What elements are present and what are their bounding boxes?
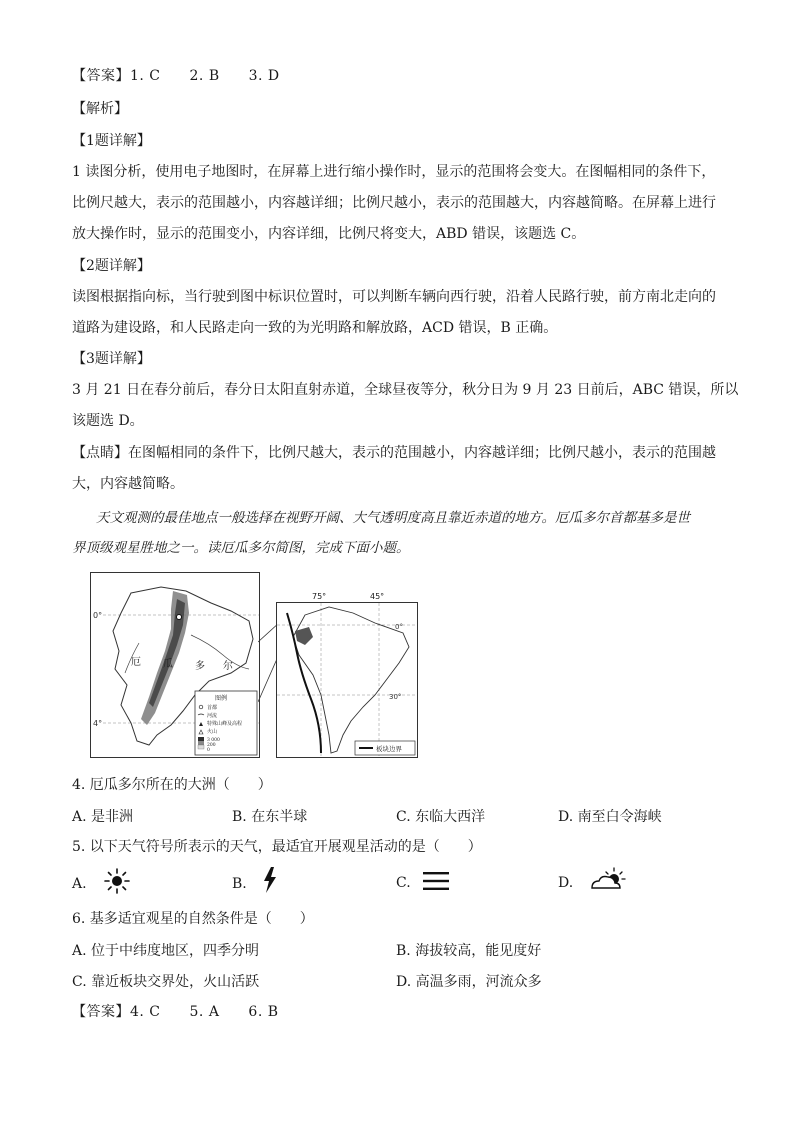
answer-line-2: 【答案】4. C 5. A 6. B <box>72 1004 279 1020</box>
q6-stem: 6. 基多适宜观星的自然条件是（ ） <box>72 911 314 927</box>
capital-marker <box>177 615 182 620</box>
legend-item-volcano: 火山 <box>207 729 218 735</box>
legend-elev-3000: 3 000 <box>207 738 220 743</box>
legend-item-peak: 特殊山峰及高程 <box>207 721 243 727</box>
q5-option-d-label: D. <box>558 875 574 891</box>
legend-item-river: 河流 <box>207 713 218 719</box>
answer-line-1: 【答案】1. C 2. B 3. D <box>72 68 280 84</box>
q5-option-a-label: A. <box>72 876 87 892</box>
ecuador-map-svg <box>91 573 259 757</box>
q3-heading: 【3题详解】 <box>72 351 151 367</box>
legend-elev-200: 200 <box>207 743 216 748</box>
country-char-3: 多 <box>195 661 205 672</box>
q4-stem: 4. 厄瓜多尔所在的大洲（ ） <box>72 777 272 793</box>
legend-elev-low <box>198 745 204 749</box>
q1-heading: 【1题详解】 <box>72 133 151 149</box>
ecuador-map-figure <box>90 572 420 758</box>
q6-option-a[interactable]: A. 位于中纬度地区，四季分明 <box>72 943 260 959</box>
lat-label-4: 4° <box>93 719 103 728</box>
country-char-4: 尔 <box>223 661 233 672</box>
legend-title: 图例 <box>215 695 228 702</box>
intro-line-1: 天文观测的最佳地点一般选择在视野开阔、大气透明度高且靠近赤道的地方。厄瓜多尔首都基多是世 <box>96 510 690 526</box>
intro-line-2: 界顶级观星胜地之一。读厄瓜多尔简图，完成下面小题。 <box>72 540 410 556</box>
q1-text-line-3: 放大操作时，显示的范围变小，内容详细，比例尺将变大，ABD 错误，该题选 C。 <box>72 226 586 242</box>
q6-options-row-2 <box>72 971 732 995</box>
inset-legend-label: 板块边界 <box>376 745 402 753</box>
q1-text-line-2: 比例尺越大，表示的范围越小，内容越详细；比例尺越小，表示的范围越大，内容越简略。在屏幕上进行 <box>72 195 716 211</box>
q5-options <box>72 868 732 900</box>
legend-elev-0: 0 <box>207 748 210 753</box>
lightning-icon <box>261 866 279 894</box>
legend-elev-mid <box>198 741 204 745</box>
q2-text-line-2: 道路为建设路，和人民路走向一致的为光明路和解放路，ACD 错误，B 正确。 <box>72 320 558 336</box>
lat-label-0: 0° <box>93 611 103 620</box>
analysis-heading: 【解析】 <box>72 101 128 117</box>
fog-icon <box>421 870 451 892</box>
inset-lon-45: 45° <box>370 592 385 601</box>
q5-option-c[interactable] <box>396 874 451 892</box>
q5-option-b[interactable] <box>232 874 279 894</box>
south-america-svg <box>277 603 417 757</box>
q6-options-row-1 <box>72 940 732 964</box>
legend-item-capital: 首都 <box>207 705 218 711</box>
country-char-1: 厄 <box>131 657 141 668</box>
q6-option-b[interactable]: B. 海拔较高，能见度好 <box>396 943 542 959</box>
tip-line-1: 【点睛】在图幅相同的条件下，比例尺越大，表示的范围越小，内容越详细；比例尺越小，表示的范围越 <box>72 445 716 461</box>
sun-icon <box>101 868 133 894</box>
q4-option-a[interactable]: A. 是非洲 <box>72 809 134 825</box>
q5-option-d[interactable] <box>558 874 628 892</box>
q6-option-c[interactable]: C. 靠近板块交界处，火山活跃 <box>72 974 260 990</box>
q5-option-a[interactable] <box>72 874 133 894</box>
q4-option-c[interactable]: C. 东临大西洋 <box>396 809 486 825</box>
south-america-outline <box>293 607 409 753</box>
inset-lat-30: 30° <box>389 693 402 701</box>
tip-line-2: 大，内容越简略。 <box>72 476 184 492</box>
q1-text-line-1: 1 读图分析，使用电子地图时，在屏幕上进行缩小操作时，显示的范围将会变大。在图幅相同的条件下， <box>72 164 716 180</box>
q5-option-b-label: B. <box>232 876 247 892</box>
inset-lat-0: 0° <box>395 623 403 631</box>
q3-text-line-2: 该题选 D。 <box>72 413 144 429</box>
q4-options <box>72 806 732 830</box>
country-char-2: 瓜 <box>163 659 173 670</box>
q2-text-line-1: 读图根据指向标，当行驶到图中标识位置时，可以判断车辆向西行驶，沿着人民路行驶，前方南北走向的 <box>72 289 716 305</box>
q4-option-b[interactable]: B. 在东半球 <box>232 809 308 825</box>
q5-stem: 5. 以下天气符号所表示的天气，最适宜开展观星活动的是（ ） <box>72 839 482 855</box>
legend-elev-high <box>198 737 204 741</box>
q2-heading: 【2题详解】 <box>72 258 151 274</box>
inset-lon-75: 75° <box>312 592 327 601</box>
partly-cloudy-icon <box>588 866 628 892</box>
ecuador-detail-map <box>90 572 260 758</box>
ecuador-highlight <box>295 627 313 645</box>
q4-option-d[interactable]: D. 南至白令海峡 <box>558 809 662 825</box>
q6-option-d[interactable]: D. 高温多雨，河流众多 <box>396 974 542 990</box>
south-america-inset-map <box>276 602 418 758</box>
q3-text-line-1: 3 月 21 日在春分前后，春分日太阳直射赤道，全球昼夜等分，秋分日为 9 月 23 日前后，ABC 错误，所以 <box>72 382 739 398</box>
q5-option-c-label: C. <box>396 875 411 891</box>
